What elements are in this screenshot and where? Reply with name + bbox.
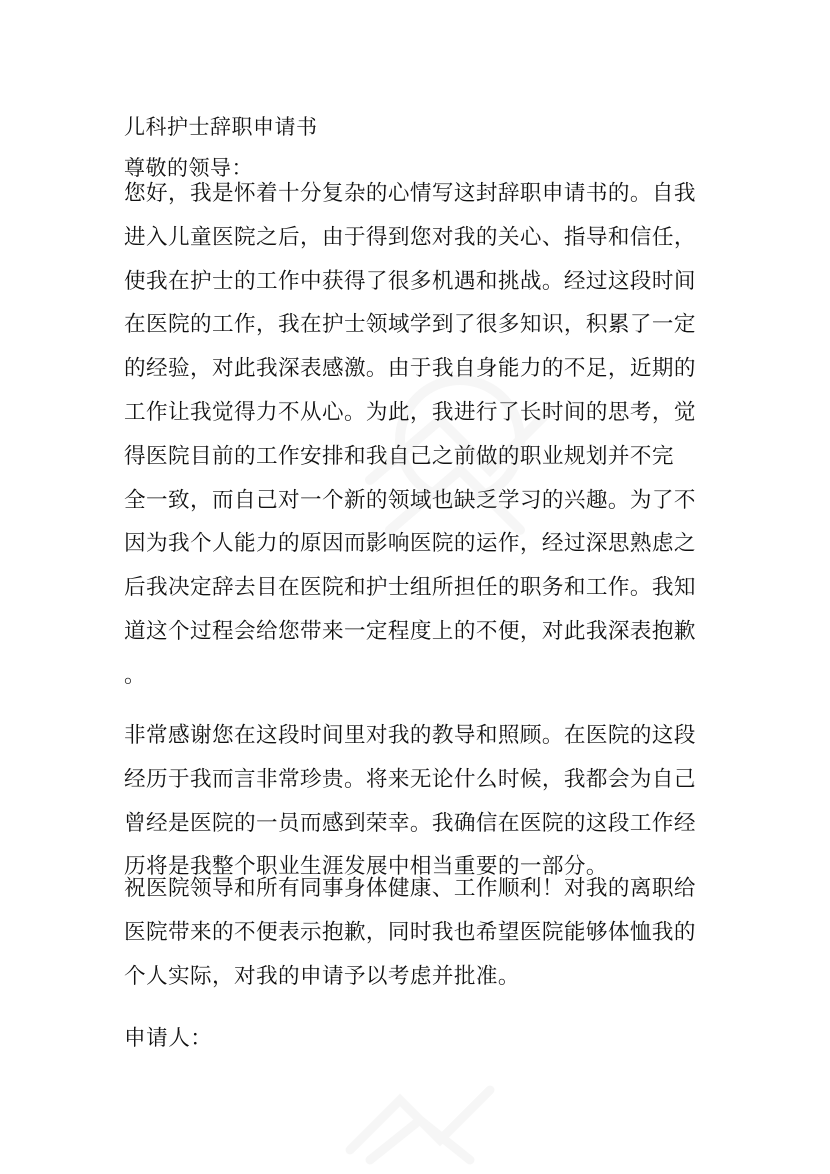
document-title: 儿科护士辞职申请书	[124, 115, 318, 139]
paragraph-line: 进入儿童医院之后，由于得到您对我的关心、指导和信任，	[124, 224, 696, 250]
paragraph-line: 后我决定辞去目在医院和护士组所担任的职务和工作。我知	[124, 575, 696, 601]
paragraph-line: 历将是我整个职业生涯发展中相当重要的一部分。	[124, 854, 608, 880]
watermark-graphic-bottom	[330, 1060, 510, 1170]
paragraph-line: 在医院的工作，我在护士领域学到了很多知识，积累了一定	[124, 312, 696, 338]
paragraph-line: 因为我个人能力的原因而影响医院的运作，经过深思熟虑之	[124, 531, 696, 557]
paragraph-line: 非常感谢您在这段时间里对我的教导和照顾。在医院的这段	[124, 723, 696, 748]
salutation: 尊敬的领导：	[124, 156, 253, 180]
paragraph-line: 医院带来的不便表示抱歉，同时我也希望医院能够体恤我的	[124, 919, 696, 945]
paragraph-line: 得医院目前的工作安排和我自己之前做的职业规划并不完	[124, 443, 674, 469]
paragraph-line: 使我在护士的工作中获得了很多机遇和挑战。经过这段时间	[124, 268, 696, 294]
paragraph-line: 工作让我觉得力不从心。为此，我进行了长时间的思考，觉	[124, 399, 696, 425]
paragraph-line: 经历于我而言非常珍贵。将来无论什么时候，我都会为自己	[124, 766, 696, 792]
paragraph-3	[124, 867, 714, 998]
paragraph-line: 您好，我是怀着十分复杂的心情写这封辞职申请书的。自我	[124, 181, 696, 206]
paragraph-line: 道这个过程会给您带来一定程度上的不便，对此我深表抱歉	[124, 618, 696, 644]
paragraph-line: 个人实际，对我的申请予以考虑并批准。	[124, 963, 520, 989]
paragraph-line: 祝医院领导和所有同事身体健康、工作顺利！对我的离职给	[124, 876, 696, 901]
applicant-label: 申请人：	[124, 1026, 213, 1051]
paragraph-line: 的经验，对此我深表感激。由于我自身能力的不足，近期的	[124, 356, 696, 382]
paragraph-2	[124, 714, 714, 889]
paragraph-line: 全一致，而自己对一个新的领域也缺乏学习的兴趣。为了不	[124, 487, 696, 513]
paragraph-line: 曾经是医院的一员而感到荣幸。我确信在医院的这段工作经	[124, 810, 696, 836]
paragraph-line: 。	[124, 662, 146, 688]
paragraph-1	[124, 172, 714, 698]
